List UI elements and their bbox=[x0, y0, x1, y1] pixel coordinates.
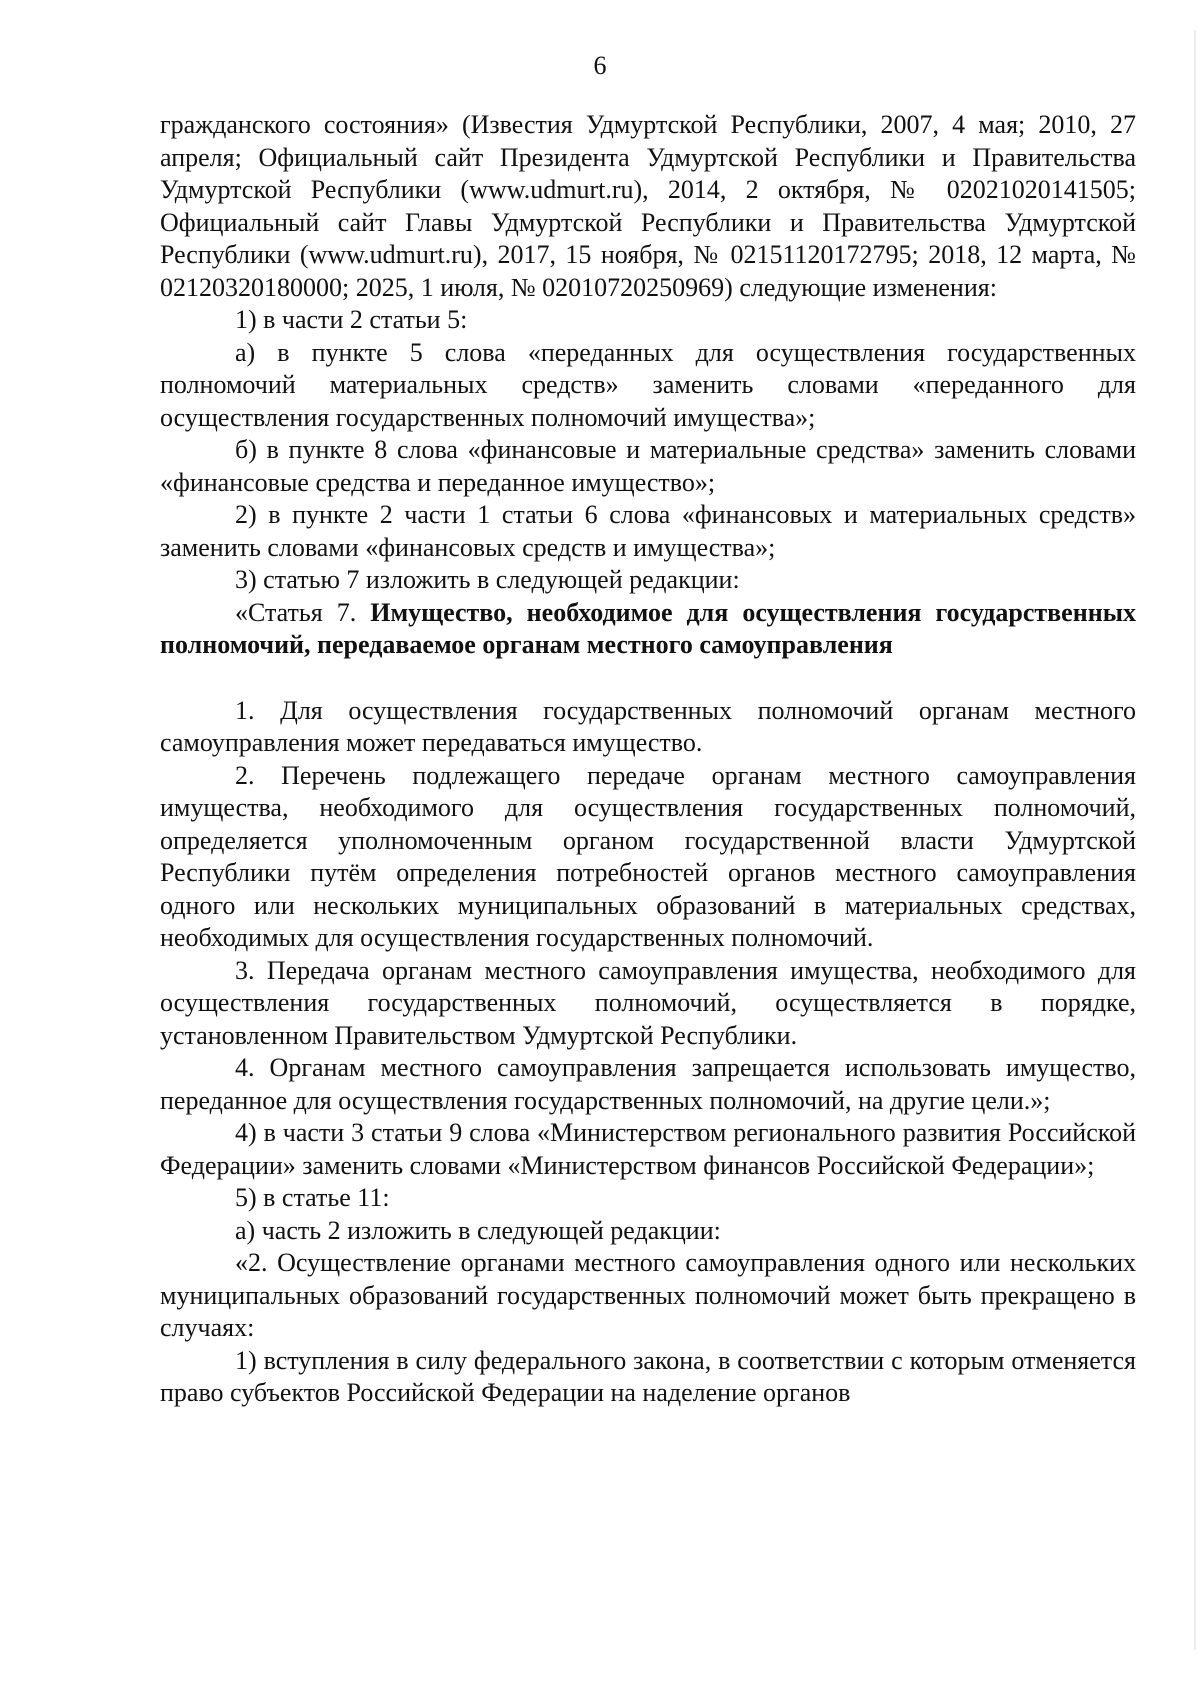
article-heading bbox=[160, 597, 1136, 662]
article-point-1: 1. Для осуществления государственных полномочий органам местного самоуправления может передаваться имущество. bbox=[160, 695, 1136, 757]
paragraph-item-4: 4) в части 3 статьи 9 слова «Министерством регионального развития Российской Федерации» заменить словами «Министерством финансов Российской Федерации»; bbox=[160, 1118, 1136, 1180]
paragraph-item-1: 1) в части 2 статьи 5: bbox=[235, 305, 468, 334]
article-prefix: «Статья 7. bbox=[235, 597, 371, 627]
blank-line bbox=[160, 662, 1136, 695]
paragraph-item-1a: а) в пункте 5 слова «переданных для осуществления государственных полномочий материальных средств» заменить словами «переданного для осуществления государственных полномочий имущества»; bbox=[160, 337, 1136, 432]
paragraph-item-5a: а) часть 2 изложить в следующей редакции: bbox=[235, 1215, 721, 1245]
article-point-2: 2. Перечень подлежащего передаче органам местного самоуправления имущества, необходимого для осуществления государственных полномочий, определяется уполномоченным органом государственной власти Удмуртской Республики путём определения потребностей органов местного самоуправления одного или нескольких муниципальных образований в материальных средствах, необходимых для осуществления государственных полномочий. bbox=[160, 760, 1136, 952]
document-body bbox=[160, 109, 1136, 1410]
paragraph-part-2: «2. Осуществление органами местного самоуправления одного или нескольких муниципальных образований государственных полномочий может быть прекращено в случаях: bbox=[160, 1248, 1136, 1342]
article-point-4: 4. Органам местного самоуправления запрещается использовать имущество, переданное для осуществления государственных полномочий, на другие цели.»; bbox=[160, 1053, 1136, 1115]
paragraph-item-2: 2) в пункте 2 части 1 статьи 6 слова «финансовых и материальных средств» заменить словами «финансовых средств и имущества»; bbox=[160, 500, 1136, 562]
paragraph-item-3: 3) статью 7 изложить в следующей редакции: bbox=[235, 565, 740, 594]
paragraph-item-1b: б) в пункте 8 слова «финансовые и материальные средства» заменить словами «финансовые средства и переданное имущество»; bbox=[160, 435, 1136, 497]
paragraph-case-1: 1) вступления в силу федерального закона, в соответствии с которым отменяется право субъектов Российской Федерации на наделение органов bbox=[160, 1345, 1136, 1407]
article-point-3: 3. Передача органам местного самоуправления имущества, необходимого для осуществления государственных полномочий, осуществляется в порядке, установленном Правительством Удмуртской Республики. bbox=[160, 955, 1136, 1050]
page-number: 6 bbox=[593, 51, 607, 80]
paragraph-item-5: 5) в статье 11: bbox=[235, 1183, 390, 1212]
scan-edge-mark bbox=[1194, 30, 1196, 1650]
article-title: Имущество, необходимое для осуществления государственных полномочий, передаваемое органам местного самоуправления bbox=[160, 597, 1136, 659]
paragraph-intro: гражданского состояния» (Известия Удмуртской Республики, 2007, 4 мая; 2010, 27 апреля; Официальный сайт Президента Удмуртской Республики и Правительства Удмуртской Республики (www.udmurt.ru), 2014, 2 октября, № 02021020141505; Официальный сайт Главы Удмуртской Республики и Правительства Удмуртской Республики (www.udmurt.ru), 2017, 15 ноября, № 02151120172795; 2018, 12 марта, № 02120320180000; 2025, 1 июля, № 02010720250969) следующие изменения: bbox=[160, 110, 1136, 302]
